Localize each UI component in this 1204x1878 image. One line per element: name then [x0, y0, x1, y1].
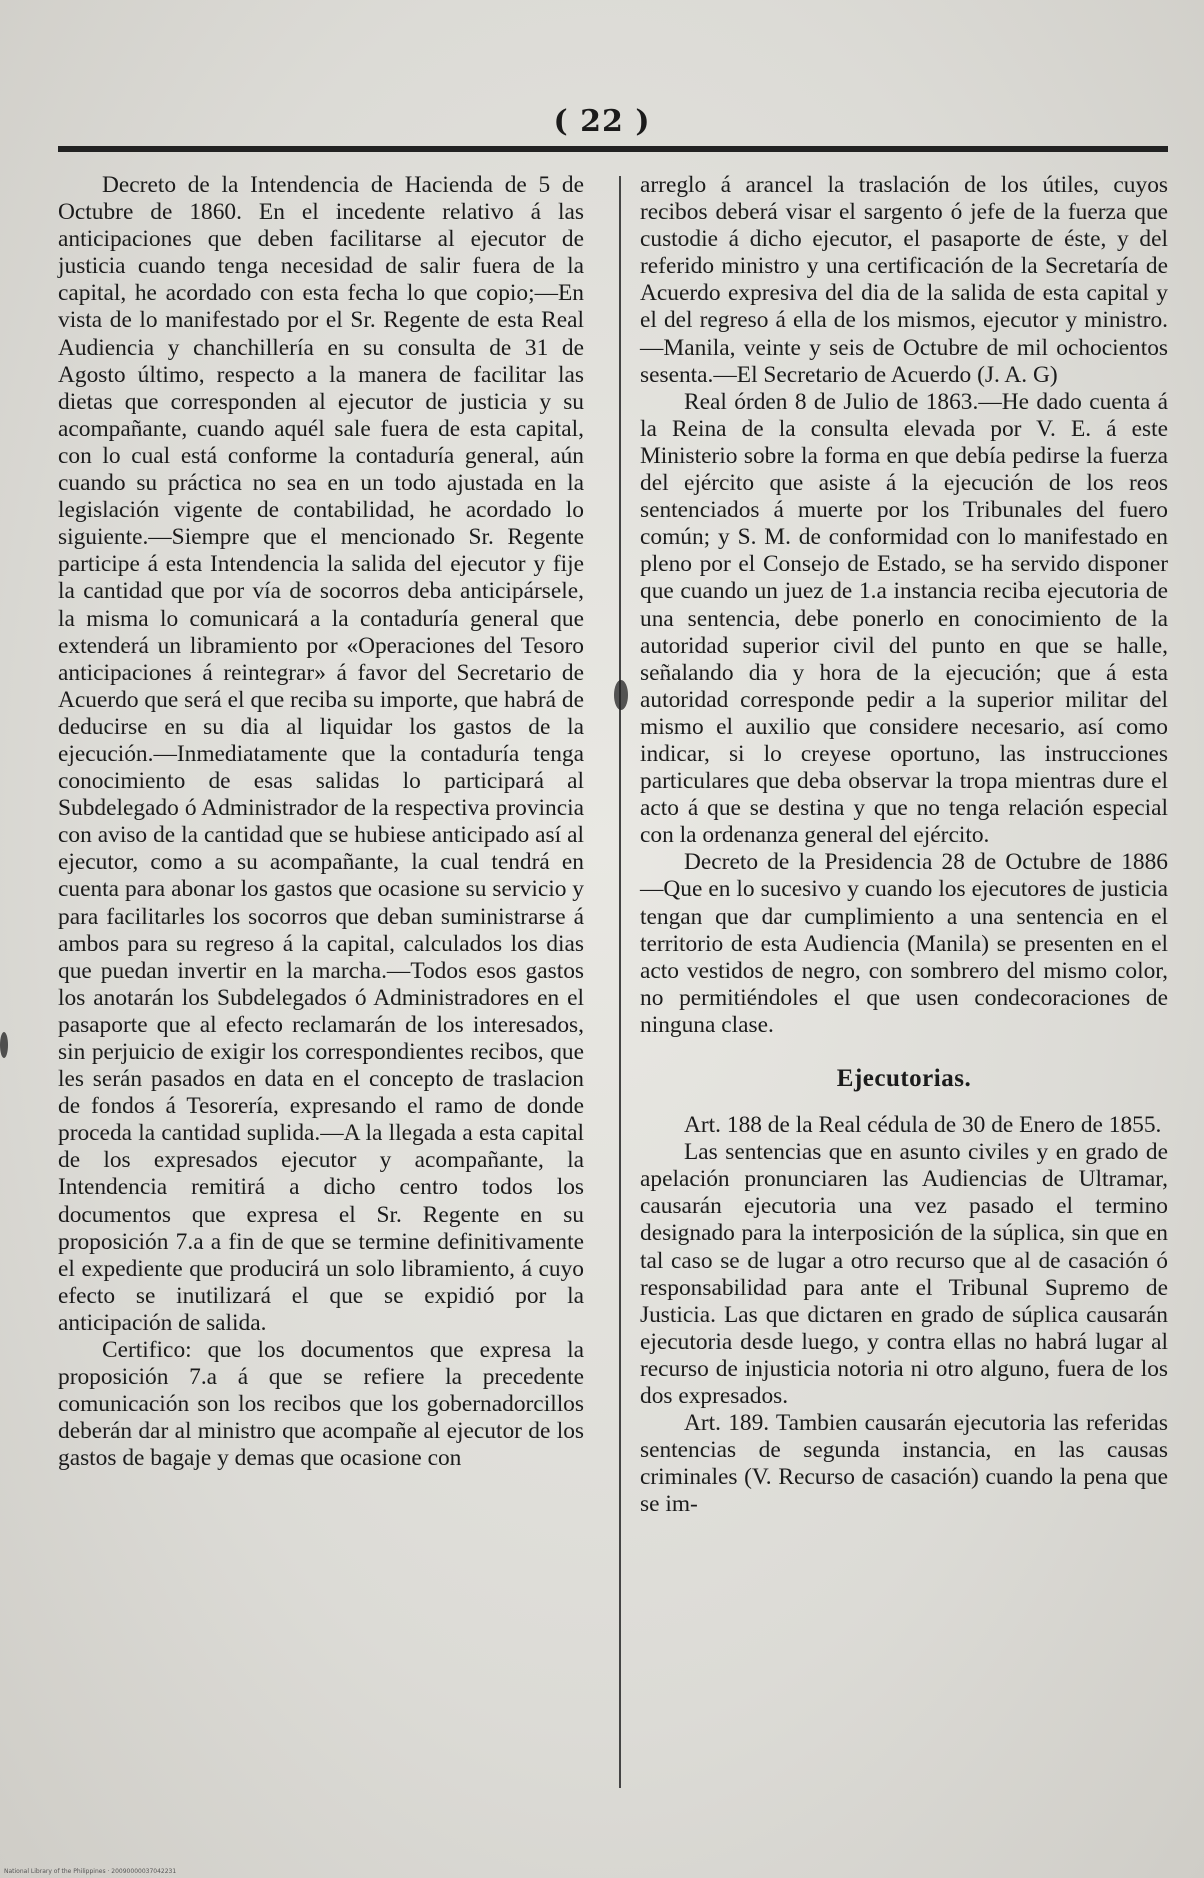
edge-mark: [0, 1032, 8, 1058]
column-divider: [619, 176, 621, 1788]
paragraph-real-orden: Real órden 8 de Julio de 1863.—He dado cuenta á la Reina de la consulta elevada por V. E. á este Ministerio sobre la forma en que debía pedirse la fuerza del ejército que asiste á la ejecución de los reos sentenciados á muerte por los Tribunales del fuero común; y S. M. de conformidad con lo manifestado en pleno por el Consejo de Estado, se ha servido disponer que cuando un juez de 1.a instancia reciba ejecutoria de una sentencia, debe ponerlo en conocimiento de la autoridad superior civil del punto en que se halle, señalando dia y hora de la ejecución; que á esta autoridad corresponde pedir a la superior militar del mismo el auxilio que considere necesario, así como indicar, si lo creyese oportuno, las instrucciones particulares que deba observar la tropa mientras dure el acto á que se destina y que no tenga relación especial con la ordenanza general del ejército.: [640, 388, 1168, 849]
ink-blot-mark: [614, 680, 628, 710]
section-title-ejecutorias: Ejecutorias.: [836, 1065, 972, 1092]
paragraph-art-188-body: Las sentencias que en asunto civiles y en grado de apelación pronunciaren las Audiencias de Ultramar, causarán ejecutoria una vez pasado el termino designado para la interposición de la súplica, sin que en tal caso se de lugar a otro recurso que al de casación ó responsabilidad para ante el Tribunal Supremo de Justicia. Las que dictaren en grado de súplica causarán ejecutoria desde luego, y contra ellas no habrá lugar al recurso de injusticia notoria ni otro alguno, fuera de los dos expresados.: [640, 1139, 1168, 1410]
page-number: ( 22 ): [553, 104, 651, 139]
left-column: [58, 172, 584, 1473]
source-footer-note: National Library of the Philippines · 20090000037042231: [4, 1868, 177, 1875]
header-rule: [58, 146, 1168, 152]
paragraph-art-188-heading: Art. 188 de la Real cédula de 30 de Enero de 1855.: [684, 1112, 1162, 1139]
paragraph-continuation: arreglo á arancel la traslación de los útiles, cuyos recibos deberá visar el sargento ó jefe de la fuerza que custodie á dicho ejecutor, el pasaporte de éste, y del referido ministro y una certificación de la Secretaría de Acuerdo expresiva del dia de la salida de esta capital y el del regreso á ella de los mismos, ejecutor y ministro.—Manila, veinte y seis de Octubre de mil ochocientos sesenta.—El Secretario de Acuerdo (J. A. G): [640, 172, 1168, 388]
paragraph-certifico: Certifico: que los documentos que expresa la proposición 7.a á que se refiere la precedente comunicación son los recibos que los gobernadorcillos deberán dar al ministro que acompañe al ejecutor de los gastos de bagaje y demas que ocasione con: [58, 1337, 584, 1472]
paragraph-intendencia-decree: Decreto de la Intendencia de Hacienda de 5 de Octubre de 1860. En el incedente relativo á las anticipaciones que deben facilitarse al ejecutor de justicia cuando tenga necesidad de salir fuera de la capital, he acordado con esta fecha lo que copio;—En vista de lo manifestado por el Sr. Regente de esta Real Audiencia y chanchillería en su consulta de 31 de Agosto último, respecto a la manera de facilitar las dietas que corresponden al ejecutor de justicia y su acompañante, cuando aquél sale fuera de esta capital, con lo cual está conforme la contaduría general, aún cuando su práctica no sea en un todo ajustada en la legislación vigente de contabilidad, he acordado lo siguiente.—Siempre que el mencionado Sr. Regente participe á esta Intendencia la salida del ejecutor y fije la cantidad que por vía de socorros deba anticipársele, la misma lo comunicará a la contaduría general que extenderá un libramiento por «Operaciones del Tesoro anticipaciones á reintegrar» á favor del Secretario de Acuerdo que será el que reciba su importe, que habrá de deducirse en su dia al liquidar los gastos de la ejecución.—Inmediatamente que la contaduría tenga conocimiento de esas salidas lo participará al Subdelegado ó Administrador de la respectiva provincia con aviso de la cantidad que se hubiese anticipado así al ejecutor, como a su acompañante, la cual tendrá en cuenta para abonar los gastos que ocasione su servicio y para facilitarles los socorros que deban suministrarse á ambos para su regreso á la capital, calculados los dias que puedan invertir en la marcha.—Todos esos gastos los anotarán los Subdelegados ó Administradores en el pasaporte que al efecto reclamarán de los interesados, sin perjuicio de exigir los correspondientes recibos, que les serán pasados en data en el concepto de traslacion de fondos á Tesorería, expresando el ramo de donde proceda la cantidad suplida.—A la llegada a esta capital de los expresados ejecutor y acompañante, la Intendencia remitirá a dicho centro todos los documentos que expresa el Sr. Regente en su proposición 7.a a fin de que se termine definitivamente el expediente que producirá un solo libramiento, á cuyo efecto se inutilizará el que se expidió por la anticipación de salida.: [58, 172, 584, 1336]
right-column: [640, 172, 1168, 1519]
paragraph-presidencia-decree: Decreto de la Presidencia 28 de Octubre de 1886 —Que en lo sucesivo y cuando los ejecutores de justicia tengan que dar cumplimiento a una sentencia en el territorio de esta Audiencia (Manila) se presenten en el acto vestidos de negro, con sombrero del mismo color, no permitiéndoles el que usen condecoraciones de ninguna clase.: [640, 849, 1168, 1038]
paragraph-art-189: Art. 189. Tambien causarán ejecutoria las referidas sentencias de segunda instancia, en las causas criminales (V. Recurso de casación) cuando la pena que se im-: [640, 1410, 1168, 1518]
